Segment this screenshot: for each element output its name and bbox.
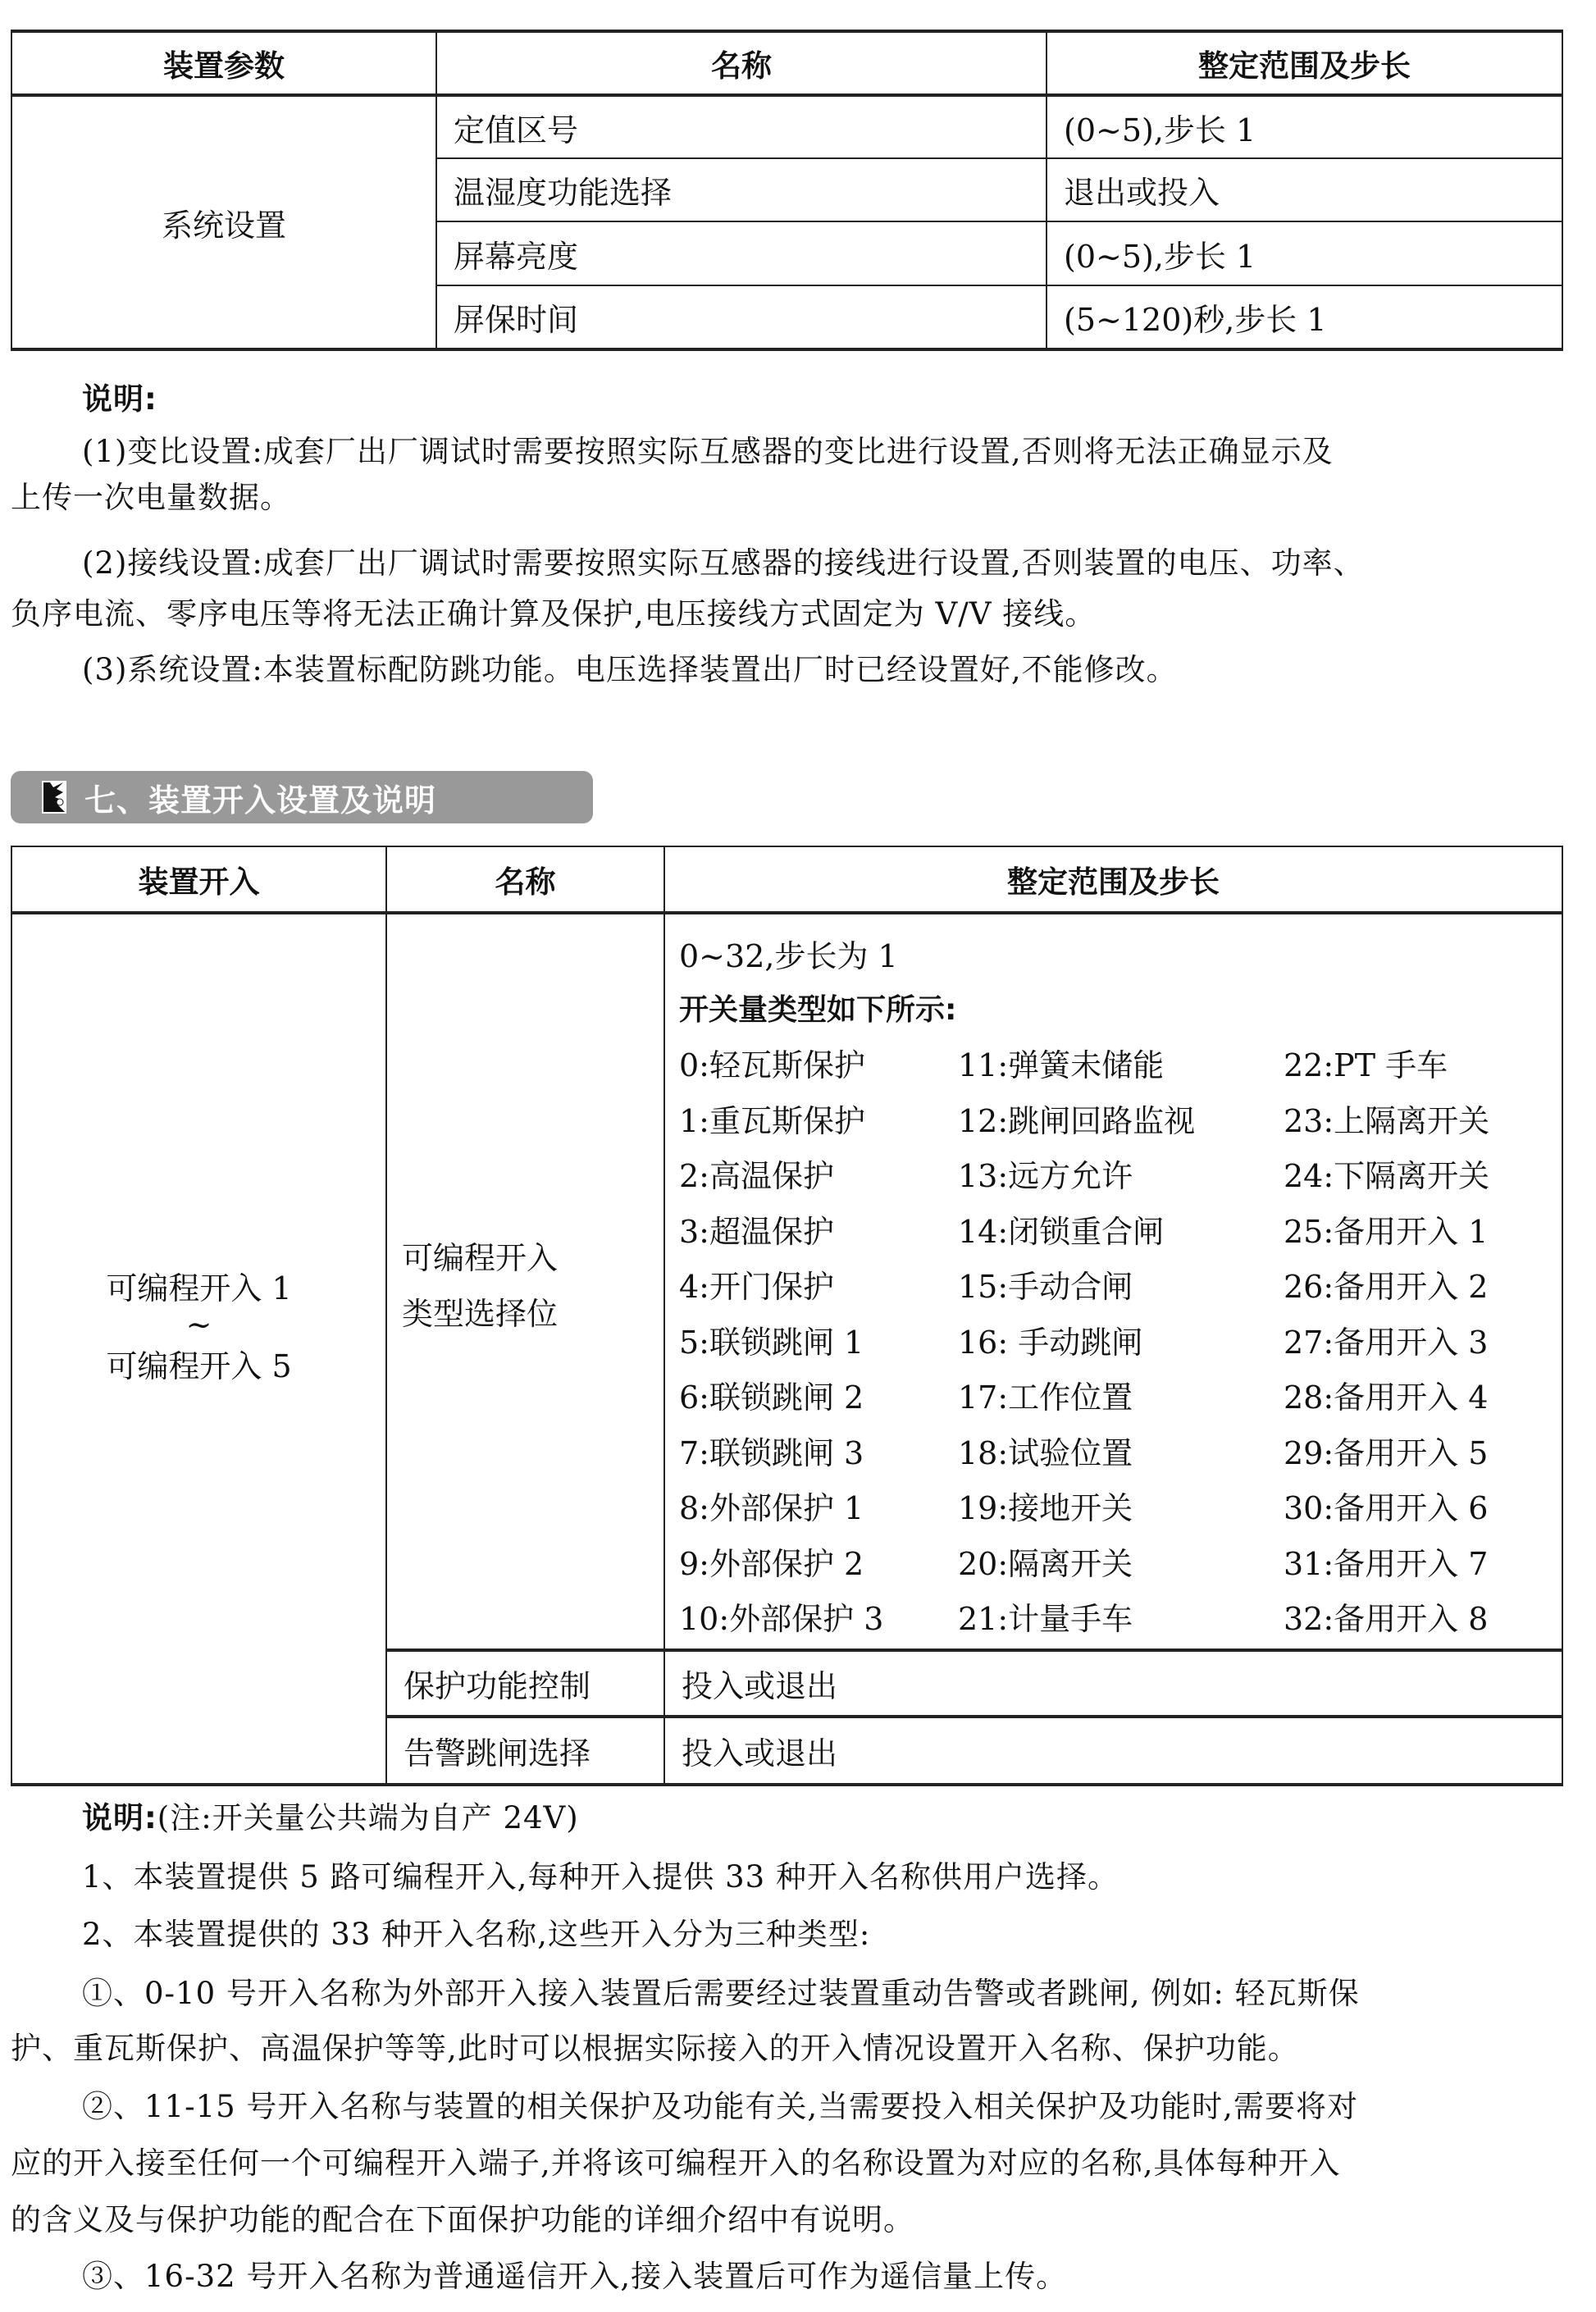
- notes-title-line: [82, 1793, 579, 1837]
- input-type-option: 4:开门保护: [679, 1269, 834, 1305]
- table-cell-name: 温湿度功能选择: [454, 175, 673, 211]
- section-header-bar: [11, 771, 593, 823]
- table-rule: [1562, 30, 1563, 351]
- note-line: 的含义及与保护功能的配合在下面保护功能的详细介绍中有说明。: [11, 2202, 914, 2237]
- note-line: 护、重瓦斯保护、高温保护等等,此时可以根据实际接入的开入情况设置开入名称、保护功能。: [11, 2031, 1299, 2066]
- input-type-option: 19:接地开关: [958, 1490, 1133, 1526]
- input-type-option: 1:重瓦斯保护: [679, 1102, 865, 1139]
- table-header-range: 整定范围及步长: [1198, 48, 1411, 84]
- table-rule: [1562, 846, 1563, 1786]
- table-cell-name: 定值区号: [454, 112, 579, 148]
- input-type-option: 5:联锁跳闸 1: [679, 1324, 864, 1361]
- input-type-option: 16: 手动跳闸: [958, 1324, 1143, 1361]
- table-header-range: 整定范围及步长: [1007, 864, 1220, 900]
- table-header-name: 名称: [495, 864, 556, 900]
- input-type-option: 24:下隔离开关: [1284, 1158, 1490, 1194]
- input-type-option: 13:远方允许: [958, 1158, 1133, 1194]
- table-cell-range: 退出或投入: [1064, 175, 1220, 211]
- table-cell-range: 投入或退出: [682, 1735, 838, 1772]
- input-type-option: 8:外部保护 1: [679, 1490, 864, 1526]
- input-type-option: 23:上隔离开关: [1284, 1102, 1490, 1139]
- input-type-option: 2:高温保护: [679, 1158, 834, 1194]
- note-line: 上传一次电量数据。: [11, 480, 291, 515]
- input-type-option: 25:备用开入 1: [1284, 1213, 1489, 1250]
- table-cell-range: (0~5),步长 1: [1064, 238, 1256, 275]
- types-title: 开关量类型如下所示:: [679, 993, 957, 1027]
- notes-title: 说明:: [82, 1800, 157, 1835]
- table-cell-name: 告警跳闸选择: [404, 1735, 591, 1772]
- table-rule: [385, 846, 387, 1786]
- group-label-tilde: ~: [185, 1306, 212, 1343]
- input-type-option: 29:备用开入 5: [1284, 1434, 1489, 1471]
- input-type-option: 28:备用开入 4: [1284, 1379, 1489, 1416]
- table-rule: [11, 911, 1563, 914]
- input-type-option: 26:备用开入 2: [1284, 1269, 1489, 1305]
- range-text: 0~32,步长为 1: [679, 938, 898, 974]
- input-type-option: 6:联锁跳闸 2: [679, 1379, 864, 1416]
- input-type-option: 21:计量手车: [958, 1601, 1133, 1637]
- input-type-option: 32:备用开入 8: [1284, 1601, 1489, 1637]
- table-cell-name: [402, 1230, 558, 1342]
- note-line: (1)变比设置:成套厂出厂调试时需要按照实际互感器的变比进行设置,否则将无法正确显示及: [82, 434, 1334, 469]
- table-rule: [11, 348, 1563, 351]
- table-cell-range: (0~5),步长 1: [1064, 112, 1256, 148]
- group-label-start: 可编程开入 1: [106, 1270, 292, 1306]
- brand-logo-icon: [42, 781, 66, 814]
- name-line: 可编程开入: [402, 1240, 559, 1276]
- note-line: (2)接线设置:成套厂出厂调试时需要按照实际互感器的接线进行设置,否则装置的电压、功率、: [82, 545, 1365, 581]
- input-type-option: 30:备用开入 6: [1284, 1490, 1489, 1526]
- input-type-option: 17:工作位置: [958, 1379, 1133, 1416]
- input-type-option: 20:隔离开关: [958, 1545, 1133, 1582]
- group-label-end: 可编程开入 5: [106, 1348, 292, 1384]
- table-group-label: [12, 1263, 385, 1386]
- note-line: 1、本装置提供 5 路可编程开入,每种开入提供 33 种开入名称供用户选择。: [82, 1859, 1119, 1895]
- table-cell-name: 保护功能控制: [404, 1668, 591, 1704]
- input-type-option: 15:手动合闸: [958, 1269, 1133, 1305]
- name-line: 类型选择位: [402, 1296, 559, 1332]
- table-header-param: 装置参数: [163, 48, 285, 84]
- note-line: 应的开入接至任何一个可编程开入端子,并将该可编程开入的名称设置为对应的名称,具体每种开入: [11, 2146, 1341, 2181]
- input-type-option: 14:闭锁重合闸: [958, 1213, 1165, 1250]
- input-type-option: 18:试验位置: [958, 1434, 1133, 1471]
- input-type-option: 27:备用开入 3: [1284, 1324, 1489, 1361]
- table-cell-range: (5~120)秒,步长 1: [1064, 302, 1327, 338]
- note-line: ②、11-15 号开入名称与装置的相关保护及功能有关,当需要投入相关保护及功能时,需要将对: [82, 2089, 1358, 2124]
- table-cell-range: 投入或退出: [682, 1668, 838, 1704]
- input-type-option: 7:联锁跳闸 3: [679, 1434, 864, 1471]
- section-title: 七、装置开入设置及说明: [84, 782, 437, 819]
- input-type-option: 11:弹簧未储能: [958, 1047, 1165, 1083]
- input-type-option: 22:PT 手车: [1284, 1047, 1448, 1083]
- input-type-option: 0:轻瓦斯保护: [679, 1047, 865, 1083]
- input-type-option: 10:外部保护 3: [679, 1601, 884, 1637]
- input-type-option: 31:备用开入 7: [1284, 1545, 1489, 1582]
- note-line: (3)系统设置:本装置标配防跳功能。电压选择装置出厂时已经设置好,不能修改。: [82, 652, 1178, 687]
- input-type-option: 3:超温保护: [679, 1213, 834, 1250]
- input-type-option: 12:跳闸回路监视: [958, 1102, 1196, 1139]
- note-line: ①、0-10 号开入名称为外部开入接入装置后需要经过装置重动告警或者跳闸, 例如: 轻瓦斯保: [82, 1976, 1360, 2011]
- table-header-name: 名称: [711, 48, 772, 84]
- note-line: 2、本装置提供的 33 种开入名称,这些开入分为三种类型:: [82, 1917, 871, 1952]
- table-cell-name: 屏保时间: [454, 302, 579, 338]
- table-rule: [11, 1783, 1563, 1786]
- table-group-label: 系统设置: [161, 207, 286, 244]
- input-type-option: 9:外部保护 2: [679, 1545, 864, 1582]
- notes-title: 说明:: [82, 381, 157, 417]
- table-header-input: 装置开入: [138, 864, 260, 900]
- notes-title-note: (注:开关量公共端为自产 24V): [157, 1800, 579, 1835]
- note-line: 负序电流、零序电压等将无法正确计算及保护,电压接线方式固定为 V/V 接线。: [11, 596, 1097, 632]
- table-rule: [663, 846, 665, 1786]
- note-line: ③、16-32 号开入名称为普通遥信开入,接入装置后可作为遥信量上传。: [82, 2259, 1068, 2294]
- table-cell-name: 屏幕亮度: [454, 238, 579, 275]
